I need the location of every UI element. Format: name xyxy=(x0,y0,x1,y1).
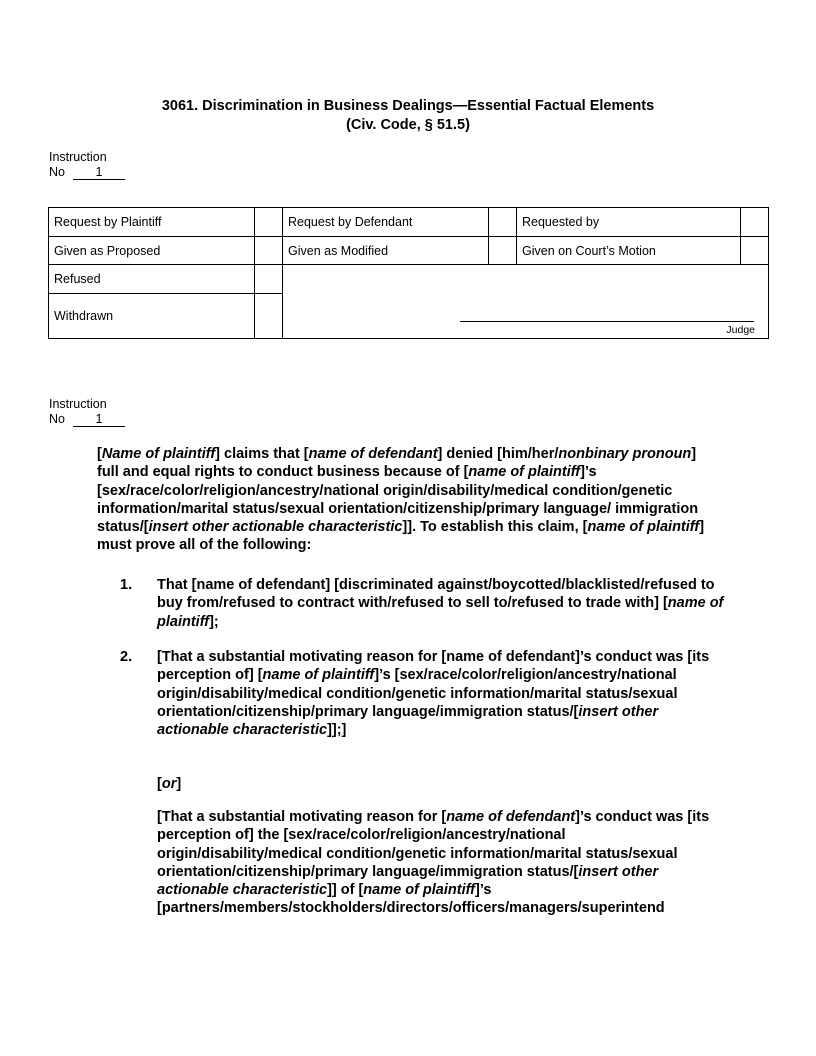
judge-signature-cell xyxy=(283,265,769,339)
title-line-2: (Civ. Code, § 51.5) xyxy=(346,117,470,133)
refused-label: Refused xyxy=(49,265,255,294)
judge-label: Judge xyxy=(726,324,755,336)
instruction-number-top xyxy=(49,150,125,180)
refused-checkbox[interactable] xyxy=(255,265,283,294)
requested-by-checkbox[interactable] xyxy=(741,208,769,237)
judge-signature-line[interactable] xyxy=(460,321,754,322)
given-as-modified-label: Given as Modified xyxy=(283,237,489,265)
item-text: [That a substantial motivating reason for [name of defendant]’s conduct was [its perception of] [name of plaintiff]’s [sex/race/color/religion/ancestry/national origin/disability/medical condition/genetic information/marital status/sexual orientation/citizenship/primary language/immigration status/[insert other actionable characteristic]];] xyxy=(157,649,710,739)
request-by-defendant-checkbox[interactable] xyxy=(489,208,517,237)
instruction-number-field[interactable]: 1 xyxy=(73,166,125,180)
instruction-label: Instruction xyxy=(49,397,107,411)
instruction-title xyxy=(48,97,768,135)
withdrawn-checkbox[interactable] xyxy=(255,294,283,339)
no-label: No xyxy=(49,412,65,426)
alternative-paragraph: [That a substantial motivating reason for [name of defendant]’s conduct was [its perception of] the [sex/race/color/religion/ancestry/national origin/disability/medical condition/genetic information/marital status/sexual orientation/citizenship/primary language/immigration status/[insert other actionable characteristic]] of [name of plaintiff]’s [partners/members/stockholders/directors/officers/managers/superintend xyxy=(157,809,710,917)
item-text: That [name of defendant] [discriminated against/boycotted/blacklisted/refused to buy from/refused to contract with/refused to sell to/refused to trade with] [name of plaintiff]; xyxy=(157,577,724,630)
request-by-plaintiff-checkbox[interactable] xyxy=(255,208,283,237)
item-number: 1. xyxy=(120,577,133,593)
given-on-courts-motion-label: Given on Court’s Motion xyxy=(517,237,741,265)
given-on-courts-motion-checkbox[interactable] xyxy=(741,237,769,265)
instruction-number-field[interactable]: 1 xyxy=(73,413,125,427)
instruction-status-table xyxy=(48,207,769,339)
intro-paragraph: [Name of plaintiff] claims that [name of defendant] denied [him/her/nonbinary pronoun] full and equal rights to conduct business because of [name of plaintiff]’s [sex/race/color/religion/ancestry/national origin/disability/medical condition/genetic information/marital status/sexual orientation/citizenship/primary language/ immigration status/[insert other actionable characteristic]]. To establish this claim, [name of plaintiff] must prove all of the following: xyxy=(97,446,705,554)
request-by-plaintiff-label: Request by Plaintiff xyxy=(49,208,255,237)
requested-by-label: Requested by xyxy=(517,208,741,237)
given-as-proposed-label: Given as Proposed xyxy=(49,237,255,265)
instruction-number-bottom xyxy=(49,397,125,427)
no-label: No xyxy=(49,165,65,179)
given-as-proposed-checkbox[interactable] xyxy=(255,237,283,265)
or-separator: [or] xyxy=(157,776,182,792)
instruction-label: Instruction xyxy=(49,150,107,164)
request-by-defendant-label: Request by Defendant xyxy=(283,208,489,237)
withdrawn-label: Withdrawn xyxy=(49,294,255,339)
item-number: 2. xyxy=(120,649,133,665)
given-as-modified-checkbox[interactable] xyxy=(489,237,517,265)
title-line-1: 3061. Discrimination in Business Dealings—Essential Factual Elements xyxy=(161,98,655,114)
